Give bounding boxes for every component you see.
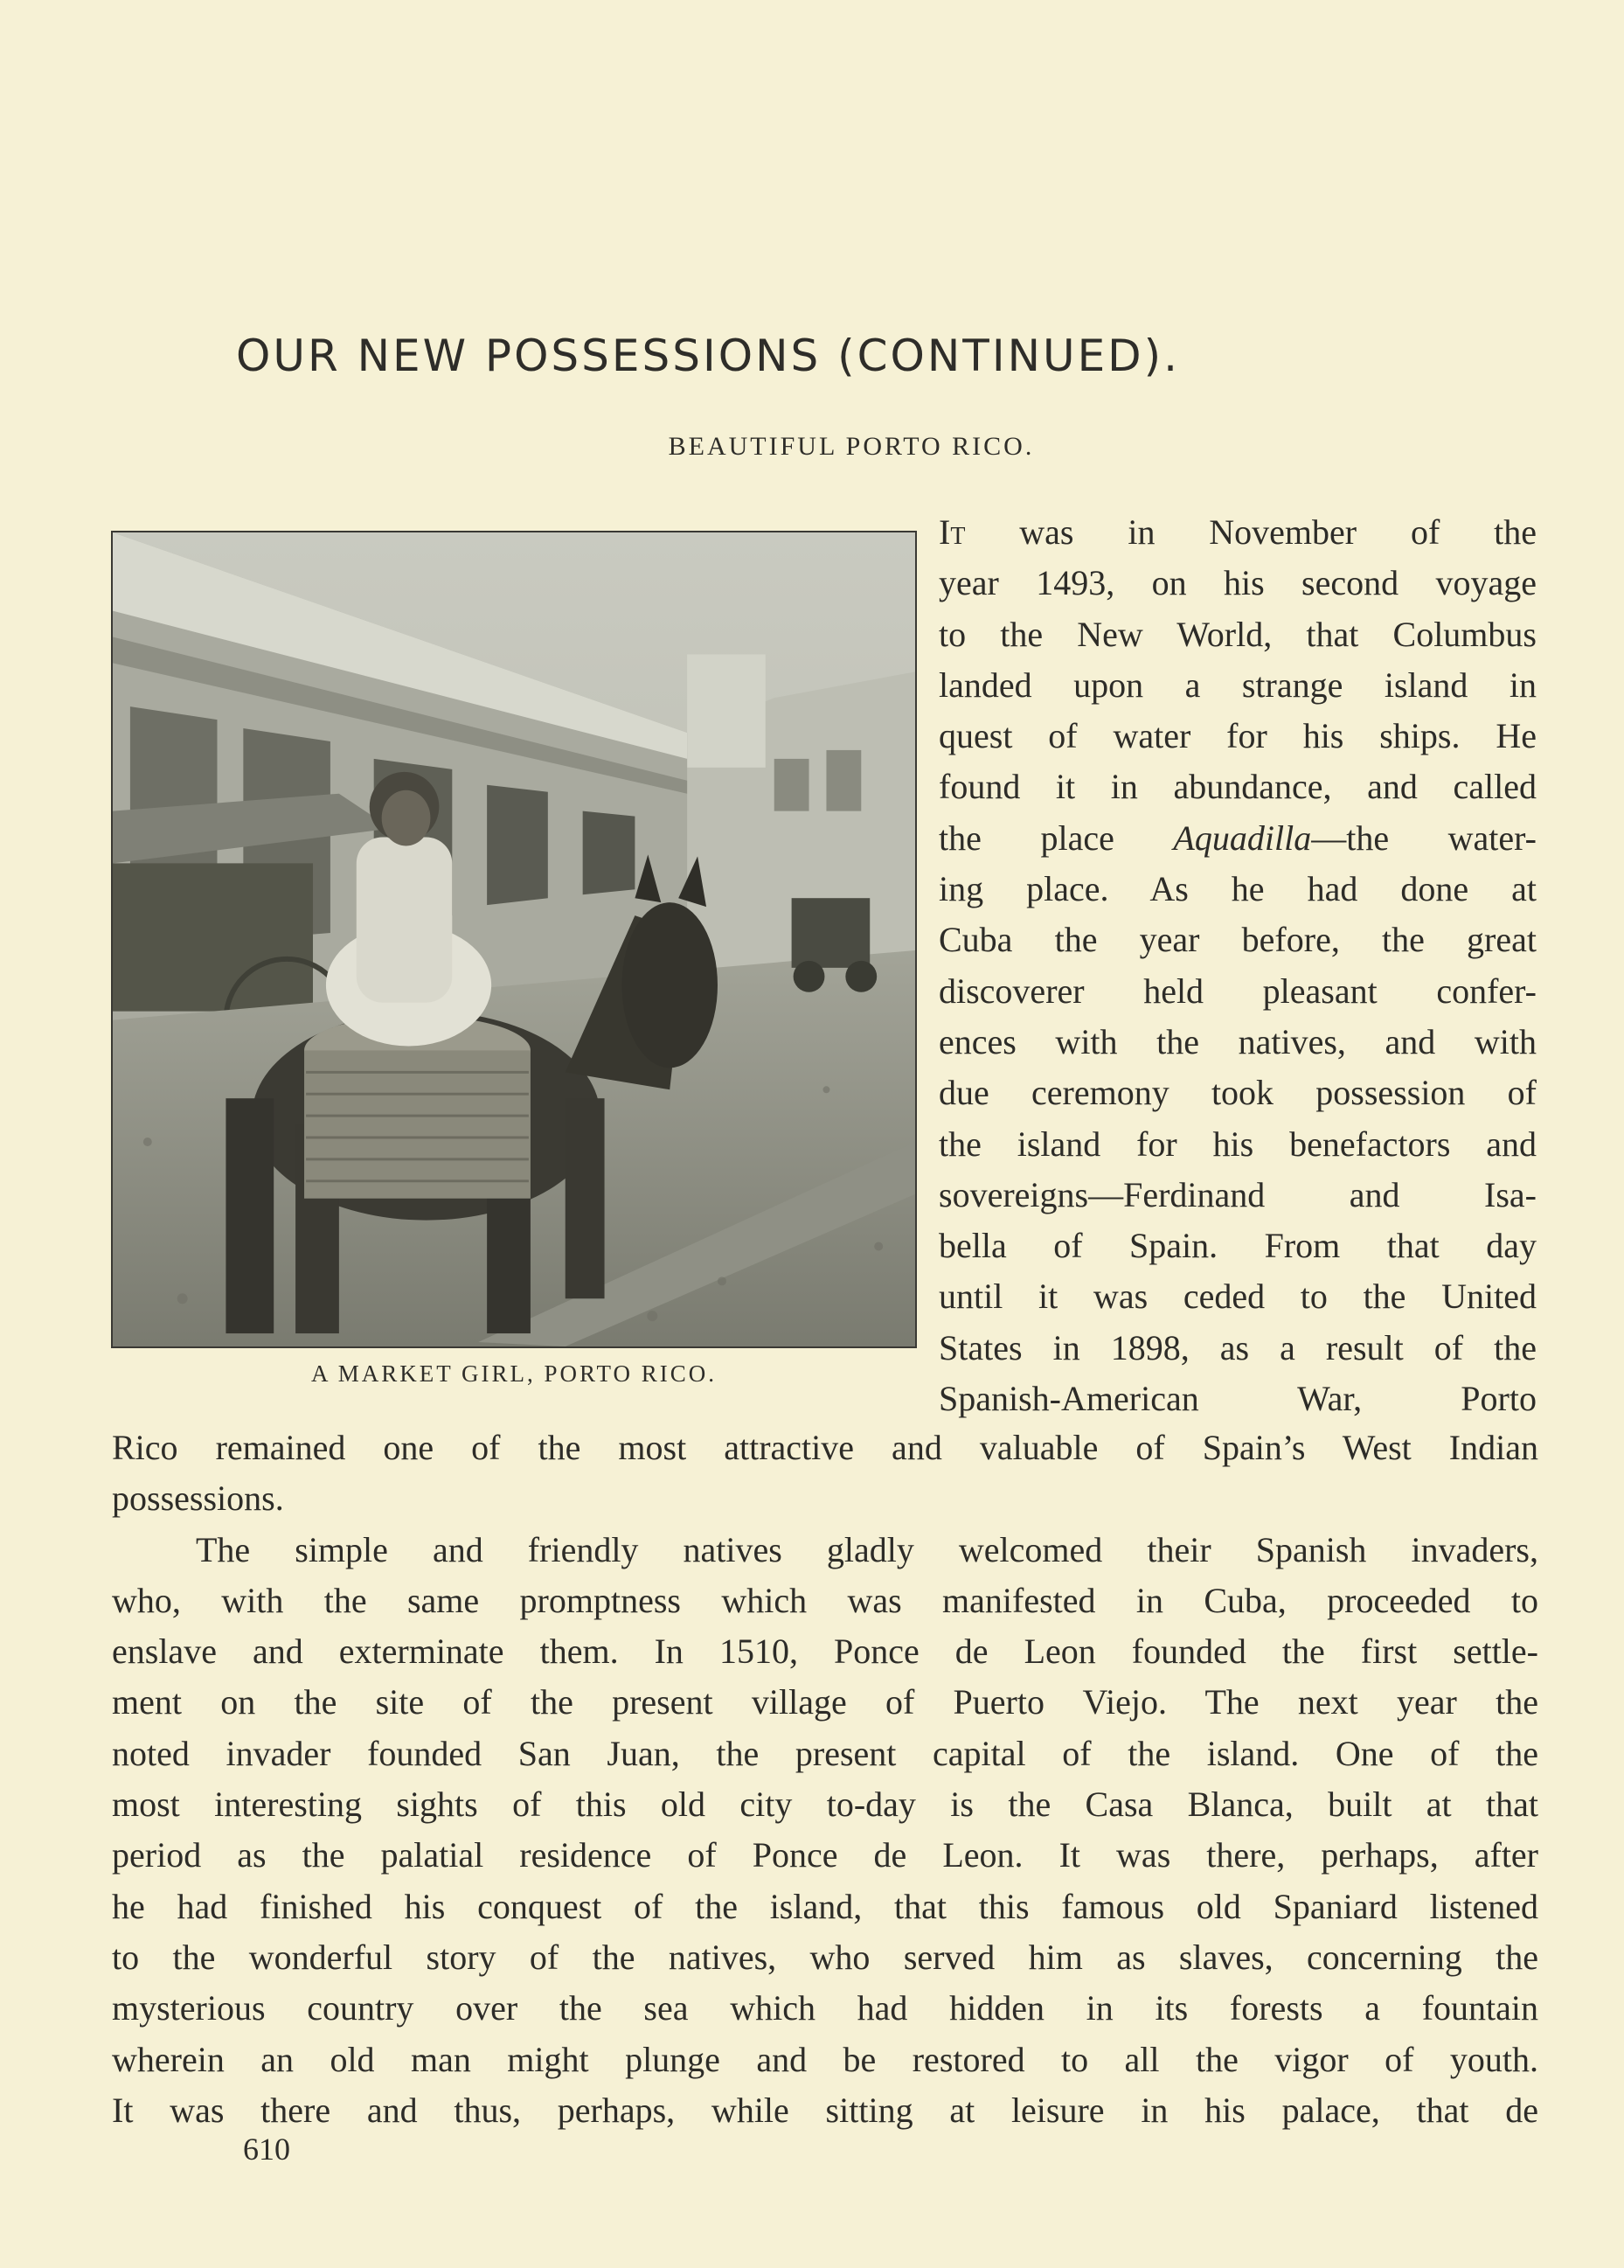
side-column-text [939,507,1537,1424]
text-line: mysterious country over the sea which had hidden in its forests a fountain [112,1988,1538,2028]
text-line: ment on the site of the present village of Puerto Viejo. The next year the [112,1682,1538,1722]
text-line: noted invader founded San Juan, the present capital of the island. One of the [112,1733,1538,1773]
page-number: 610 [243,2132,290,2167]
text-line: most interesting sights of this old city to-day is the Casa Blanca, built at that [112,1784,1538,1825]
text-line: bella of Spain. From that day [939,1226,1537,1266]
text-line: he had finished his conquest of the island, that this famous old Spaniard listened [112,1886,1538,1926]
text-line: year 1493, on his second voyage [939,563,1537,603]
text-line: States in 1898, as a result of the [939,1327,1537,1367]
text-line: Cuba the year before, the great [939,920,1537,960]
body-text [112,1423,1538,2136]
text-line: ing place. As he had done at [939,869,1537,909]
text-line: to the wonderful story of the natives, who served him as slaves, concerning the [112,1937,1538,1977]
text-line: sovereigns—Ferdinand and Isa- [939,1174,1537,1214]
text-line: It was in November of the [939,512,1537,552]
text-line: who, with the same promptness which was manifested in Cuba, proceeded to [112,1580,1538,1620]
text-line: due ceremony took possession of [939,1073,1537,1113]
text-line: ences with the natives, and with [939,1021,1537,1061]
market-girl-photograph [111,531,917,1348]
text-line: found it in abundance, and called [939,767,1537,807]
text-line: landed upon a strange island in [939,664,1537,705]
figure-caption: A MARKET GIRL, PORTO RICO. [311,1360,717,1387]
text-line: the island for his benefactors and [939,1124,1537,1164]
text-line: until it was ceded to the United [939,1277,1537,1317]
section-subtitle: BEAUTIFUL PORTO RICO. [668,432,1035,461]
text-line: enslave and exterminate them. In 1510, Ponce de Leon founded the first settle- [112,1631,1538,1672]
photo-illustration [113,532,915,1346]
text-line: Spanish-American War, Porto [939,1379,1537,1419]
text-line: It was there and thus, perhaps, while sitting at leisure in his palace, that de [112,2090,1538,2130]
italic-place-name: Aquadilla [1173,817,1312,858]
text-line: to the New World, that Columbus [939,614,1537,654]
text-line: wherein an old man might plunge and be restored to all the vigor of youth. [112,2039,1538,2079]
paragraph-first-line: The simple and friendly natives gladly welcomed their Spanish invaders, [196,1529,1538,1569]
page-title: OUR NEW POSSESSIONS (CONTINUED). [236,330,1181,381]
text-line: quest of water for his ships. He [939,716,1537,756]
text-line: Rico remained one of the most attractive and valuable of Spain’s West Indian [112,1428,1538,1467]
lead-word: It [939,512,966,552]
text-line: the place Aquadilla—the water- [939,817,1537,858]
text-line: discoverer held pleasant confer- [939,971,1537,1011]
text-line: possessions. [112,1478,284,1519]
text-line: period as the palatial residence of Ponce de Leon. It was there, perhaps, after [112,1835,1538,1875]
